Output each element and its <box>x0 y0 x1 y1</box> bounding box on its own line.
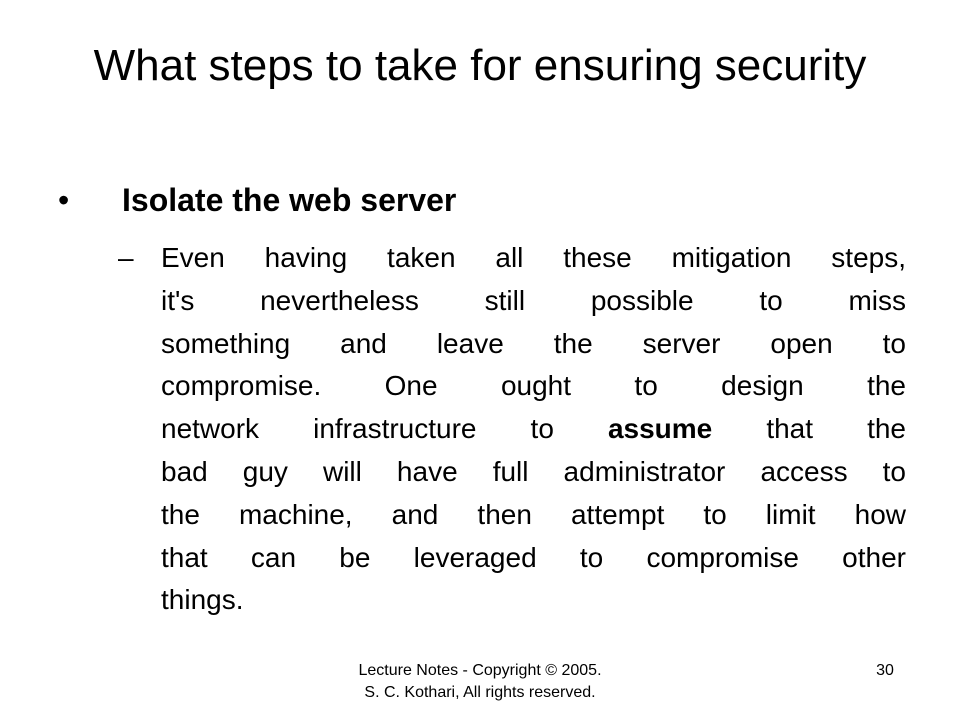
paragraph-line-head: network infrastructure to <box>161 413 608 445</box>
paragraph-line-tail: that the <box>712 413 907 445</box>
paragraph-line: bad guy will have full administrator access to <box>161 455 906 487</box>
footer-copyright-line: S. C. Kothari, All rights reserved. <box>364 684 596 701</box>
footer-copyright-line: Lecture Notes - Copyright © 2005. <box>358 662 602 679</box>
bullet-heading: Isolate the web server <box>122 182 457 218</box>
paragraph-line: that can be leveraged to compromise other <box>161 541 906 573</box>
paragraph-line: compromise. One ought to design the <box>161 370 906 402</box>
emphasis-word: assume <box>607 413 713 445</box>
paragraph-line: the machine, and then attempt to limit how <box>161 498 906 530</box>
page-number: 30 <box>876 662 894 679</box>
bullet-symbol: • <box>58 182 70 218</box>
paragraph-line: things. <box>161 584 244 616</box>
paragraph-line: something and leave the server open to <box>161 327 906 359</box>
sub-bullet-paragraph <box>161 237 906 622</box>
slide-title: What steps to take for ensuring security <box>93 41 867 90</box>
paragraph-line-with-emphasis <box>161 408 906 451</box>
sub-bullet-symbol: – <box>118 242 134 273</box>
paragraph-line: Even having taken all these mitigation steps, <box>161 242 906 273</box>
bullet-item <box>58 178 918 222</box>
paragraph-line: it's nevertheless still possible to miss <box>161 284 906 316</box>
footer-copyright <box>330 660 630 704</box>
